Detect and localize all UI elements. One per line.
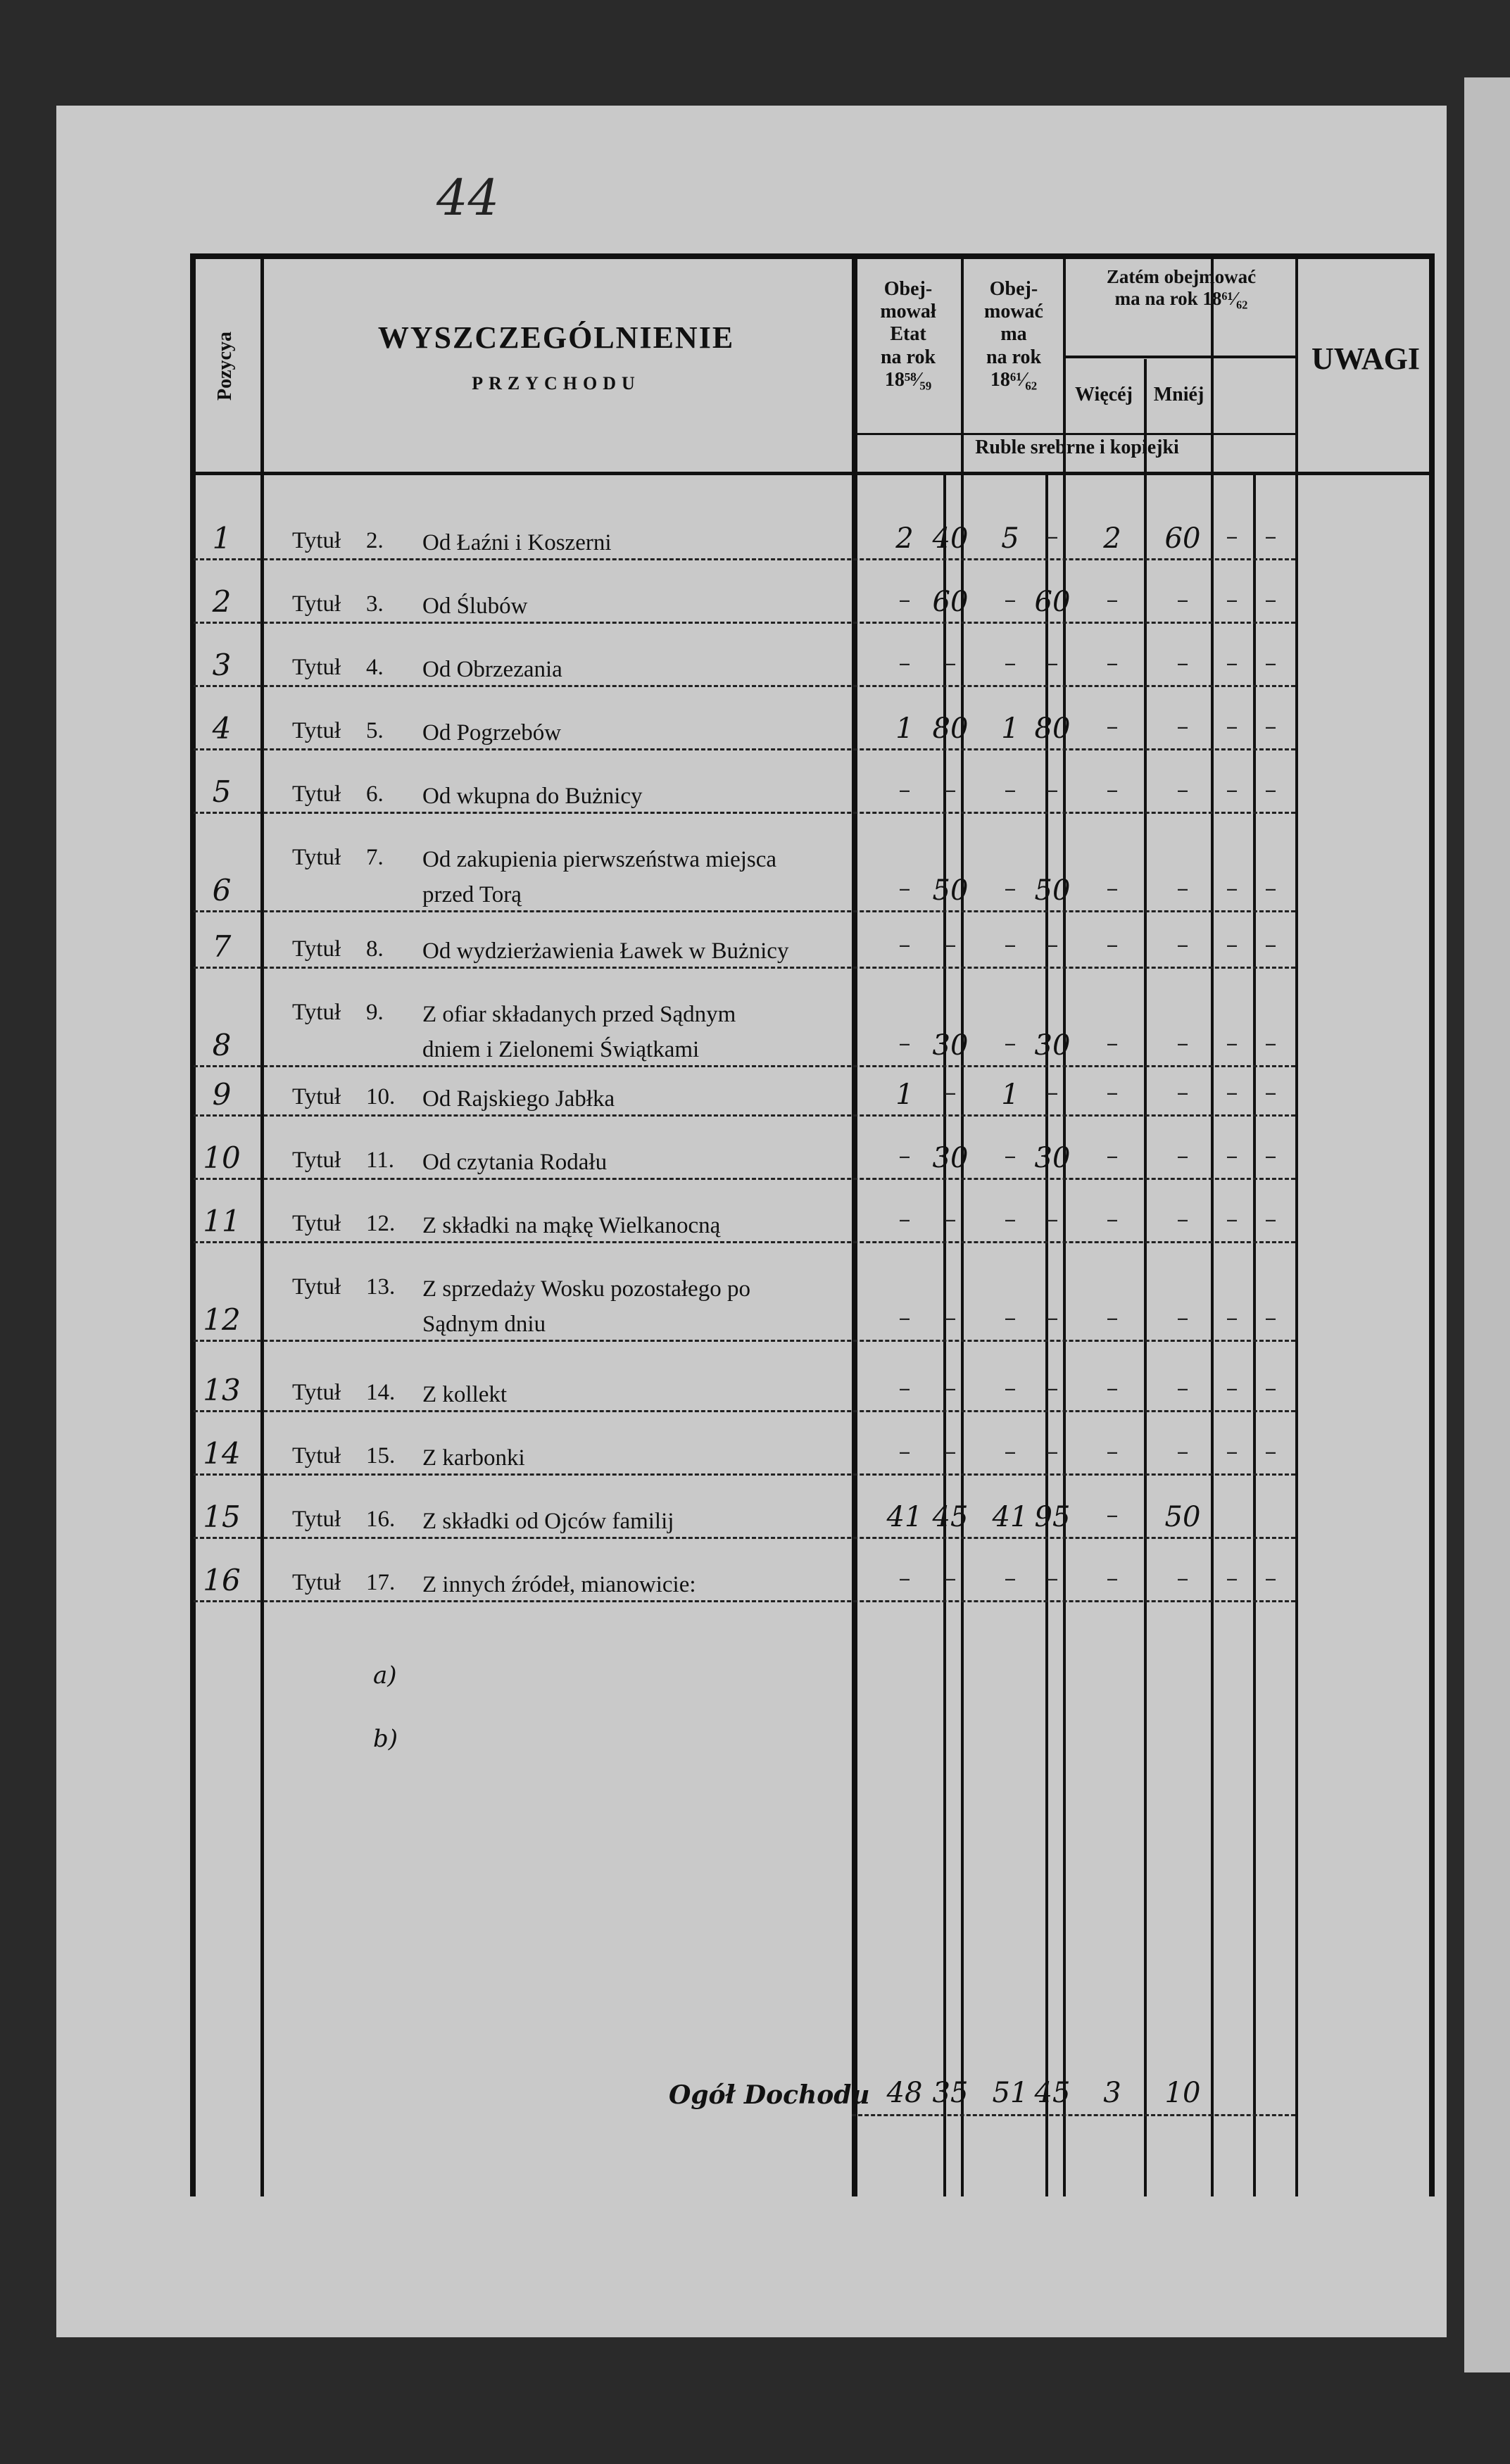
subitem-b: b) <box>373 1725 398 1753</box>
row-description-line: Od Rajskiego Jabłka <box>422 1086 615 1112</box>
row-value-cell: – <box>1046 776 1059 804</box>
row-description-line: Od Obrzezania <box>422 657 562 682</box>
row-position-number: 7 <box>212 929 232 964</box>
pozycya-label: Pozycya <box>213 332 236 401</box>
row-value-cell: – <box>1004 931 1017 959</box>
row-tytul-label: Tytuł <box>292 1211 341 1236</box>
row-description-line: Z karbonki <box>422 1445 525 1471</box>
row-description-line: Sądnym dniu <box>422 1312 546 1337</box>
row-value-cell: 1 <box>895 712 914 745</box>
row-value-cell: – <box>1106 1205 1119 1233</box>
row-value-cell: 1 <box>1001 1079 1019 1111</box>
row-value-cell: – <box>1106 1142 1119 1170</box>
row-value-cell: – <box>1226 1205 1238 1233</box>
row-tytul-number: 10. <box>366 1084 396 1110</box>
col-zatem-line2: ma na rok 18⁶¹⁄₆₂ <box>1114 288 1248 310</box>
header-bottom-line <box>190 472 1435 475</box>
row-dotted-line <box>194 1239 1295 1243</box>
row-value-cell: – <box>1176 776 1189 804</box>
row-tytul-number: 9. <box>366 1000 384 1025</box>
row-tytul-label: Tytuł <box>292 1507 341 1532</box>
row-position-number: 3 <box>212 648 232 682</box>
row-value-cell: – <box>1264 649 1277 677</box>
row-value-cell: – <box>1176 1304 1189 1332</box>
total-value-cell: 35 <box>932 2077 969 2109</box>
row-value-cell: – <box>1226 586 1238 614</box>
col-line-4 <box>1253 472 1256 2196</box>
row-value-cell: – <box>1226 874 1238 903</box>
row-value-cell: – <box>1004 1142 1017 1170</box>
col-etat-line-2: mował <box>880 301 936 323</box>
row-value-cell: – <box>898 1205 911 1233</box>
row-value-cell: – <box>1046 1438 1059 1466</box>
row-value-cell: – <box>1176 649 1189 677</box>
col-etat-line-1: Obej- <box>883 278 933 300</box>
row-value-cell: – <box>1106 874 1119 903</box>
row-description-line: Z innych źródeł, mianowicie: <box>422 1572 696 1597</box>
row-value-cell: – <box>1004 1205 1017 1233</box>
row-value-cell: 60 <box>1164 522 1201 555</box>
row-description-line: Od Pogrzebów <box>422 720 562 746</box>
row-value-cell: – <box>1226 1374 1238 1402</box>
row-position-number: 16 <box>203 1563 241 1597</box>
row-value-cell: – <box>1264 1304 1277 1332</box>
row-value-cell: – <box>1226 1438 1238 1466</box>
row-dotted-line <box>194 964 1295 969</box>
row-tytul-number: 7. <box>366 845 384 870</box>
row-value-cell: – <box>1176 1029 1189 1057</box>
row-position-number: 15 <box>203 1500 241 1534</box>
col3-split-line <box>1063 356 1295 358</box>
col-etat-line-3: Etat <box>890 323 926 346</box>
row-value-cell: – <box>898 1564 911 1592</box>
row-value-cell: – <box>1046 1079 1059 1107</box>
row-value-cell: 60 <box>932 586 969 618</box>
row-description-line: Z składki od Ojców familij <box>422 1509 674 1534</box>
wiecej-header: Więcéj <box>1075 384 1133 406</box>
row-tytul-number: 4. <box>366 655 384 680</box>
row-value-cell: – <box>898 649 911 677</box>
row-value-cell: 60 <box>1034 586 1071 618</box>
row-value-cell: – <box>1106 1564 1119 1592</box>
col-etat-line-4: na rok <box>880 346 936 368</box>
row-tytul-label: Tytuł <box>292 1084 341 1110</box>
row-description-line: Od zakupienia pierwszeństwa miejsca <box>422 847 777 872</box>
row-value-cell: – <box>1176 874 1189 903</box>
row-dotted-line <box>194 1176 1295 1180</box>
row-tytul-label: Tytuł <box>292 1274 341 1300</box>
row-value-cell: – <box>1176 1142 1189 1170</box>
row-value-cell: – <box>1176 586 1189 614</box>
row-value-cell: – <box>944 1205 957 1233</box>
adjacent-page-edge <box>1464 77 1510 2372</box>
row-value-cell: – <box>1176 1374 1189 1402</box>
row-position-number: 6 <box>212 873 232 907</box>
row-value-cell: – <box>1176 1205 1189 1233</box>
row-tytul-label: Tytuł <box>292 1443 341 1469</box>
row-position-number: 10 <box>203 1140 241 1175</box>
row-value-cell: 80 <box>932 712 969 745</box>
row-tytul-label: Tytuł <box>292 1000 341 1025</box>
row-position-number: 2 <box>212 584 232 619</box>
row-description-line: dniem i Zielonemi Świątkami <box>422 1037 700 1062</box>
col-zatem-header <box>1069 266 1294 310</box>
row-position-number: 11 <box>203 1204 241 1238</box>
row-value-cell: – <box>1106 1079 1119 1107</box>
frame-left-line <box>190 253 196 2196</box>
row-value-cell: – <box>1264 1029 1277 1057</box>
row-description-line: Od wydzierżawienia Ławek w Bużnicy <box>422 938 789 964</box>
row-value-cell: – <box>1226 522 1238 551</box>
col-etat-line-5: 18⁵⁸⁄₅₉ <box>884 368 932 391</box>
row-position-number: 1 <box>212 521 232 555</box>
row-value-cell: – <box>1106 776 1119 804</box>
row-value-cell: – <box>1106 931 1119 959</box>
row-tytul-label: Tytuł <box>292 781 341 807</box>
section-title: WYSZCZEGÓLNIENIE <box>377 320 735 355</box>
row-position-number: 5 <box>212 774 232 809</box>
row-description-line: Od Ślubów <box>422 593 528 619</box>
row-value-cell: 30 <box>932 1142 969 1174</box>
row-value-cell: – <box>1106 649 1119 677</box>
row-value-cell: – <box>1106 712 1119 741</box>
row-value-cell: 50 <box>1164 1501 1201 1533</box>
row-value-cell: 30 <box>1034 1029 1071 1062</box>
row-position-number: 8 <box>212 1028 232 1062</box>
row-value-cell: – <box>1176 1079 1189 1107</box>
total-value-cell: 3 <box>1103 2077 1121 2109</box>
row-value-cell: – <box>1226 1564 1238 1592</box>
col-line-2b <box>1063 253 1066 2196</box>
row-value-cell: – <box>944 1564 957 1592</box>
row-tytul-number: 6. <box>366 781 384 807</box>
row-dotted-line <box>194 1535 1295 1539</box>
col-line-3a <box>1144 359 1147 2196</box>
row-value-cell: – <box>1106 1438 1119 1466</box>
row-value-cell: – <box>1226 776 1238 804</box>
row-value-cell: 2 <box>895 522 914 555</box>
row-tytul-label: Tytuł <box>292 718 341 743</box>
frame-top-line <box>190 253 1435 259</box>
row-value-cell: – <box>1046 1205 1059 1233</box>
row-description-line: Z sprzedaży Wosku pozostałego po <box>422 1276 750 1302</box>
row-value-cell: – <box>1264 931 1277 959</box>
total-dotted-line <box>852 2112 1295 2116</box>
row-value-cell: – <box>898 1438 911 1466</box>
row-dotted-line <box>194 556 1295 560</box>
row-position-number: 12 <box>203 1302 241 1337</box>
row-value-cell: 80 <box>1034 712 1071 745</box>
row-value-cell: – <box>1264 586 1277 614</box>
col-obejmowac-line-2: mować <box>984 301 1043 323</box>
row-value-cell: 1 <box>1001 712 1019 745</box>
row-value-cell: – <box>1046 1304 1059 1332</box>
row-value-cell: – <box>898 586 911 614</box>
row-value-cell: – <box>944 1374 957 1402</box>
row-value-cell: – <box>1004 1438 1017 1466</box>
row-dotted-line <box>194 746 1295 750</box>
row-value-cell: – <box>1226 1079 1238 1107</box>
row-description-line: Od wkupna do Bużnicy <box>422 784 643 809</box>
row-value-cell: – <box>944 1438 957 1466</box>
row-position-number: 4 <box>212 711 232 746</box>
col-line-3b <box>1211 253 1214 2196</box>
uwagi-header: UWAGI <box>1311 341 1421 376</box>
row-value-cell: – <box>1004 1304 1017 1332</box>
row-value-cell: – <box>1264 1079 1277 1107</box>
row-value-cell: 1 <box>895 1079 914 1111</box>
row-value-cell: – <box>1226 649 1238 677</box>
row-dotted-line <box>194 1471 1295 1476</box>
page-number: 44 <box>436 169 500 227</box>
row-value-cell: – <box>1264 712 1277 741</box>
row-value-cell: – <box>1226 931 1238 959</box>
row-value-cell: – <box>1226 1142 1238 1170</box>
row-tytul-label: Tytuł <box>292 1570 341 1595</box>
row-value-cell: – <box>944 1304 957 1332</box>
row-value-cell: – <box>1106 586 1119 614</box>
row-value-cell: – <box>1106 1501 1119 1529</box>
row-value-cell: – <box>1004 1374 1017 1402</box>
row-value-cell: – <box>1004 776 1017 804</box>
row-tytul-label: Tytuł <box>292 1148 341 1173</box>
row-value-cell: – <box>898 1374 911 1402</box>
row-value-cell: – <box>1046 1564 1059 1592</box>
row-dotted-line <box>194 683 1295 687</box>
row-dotted-line <box>194 810 1295 814</box>
row-value-cell: – <box>1106 1374 1119 1402</box>
row-value-cell: – <box>944 649 957 677</box>
row-value-cell: – <box>1264 1374 1277 1402</box>
row-value-cell: – <box>1046 931 1059 959</box>
col-obejmowac-line-3: ma <box>1000 323 1027 346</box>
row-tytul-number: 14. <box>366 1380 396 1405</box>
row-value-cell: – <box>944 1079 957 1107</box>
row-value-cell: – <box>898 776 911 804</box>
row-value-cell: – <box>1226 1304 1238 1332</box>
row-value-cell: 41 <box>992 1501 1028 1533</box>
col-etat-header <box>859 278 957 391</box>
total-value-cell: 10 <box>1164 2077 1201 2109</box>
row-value-cell: – <box>944 931 957 959</box>
row-value-cell: – <box>1176 1438 1189 1466</box>
row-value-cell: – <box>944 776 957 804</box>
row-tytul-number: 8. <box>366 936 384 962</box>
row-value-cell: – <box>1046 1374 1059 1402</box>
row-value-cell: 30 <box>1034 1142 1071 1174</box>
col-obejmowac-header <box>964 278 1063 391</box>
row-value-cell: – <box>1264 874 1277 903</box>
col-obejmowac-line-4: na rok <box>986 346 1042 368</box>
row-position-number: 9 <box>212 1077 232 1112</box>
row-description-line: Z składki na mąkę Wielkanocną <box>422 1213 721 1238</box>
row-value-cell: – <box>1264 1564 1277 1592</box>
ledger-page <box>56 106 1447 2337</box>
frame-right-line <box>1429 253 1435 2196</box>
row-value-cell: – <box>898 1029 911 1057</box>
row-tytul-number: 5. <box>366 718 384 743</box>
row-value-cell: – <box>1004 586 1017 614</box>
row-dotted-line <box>194 620 1295 624</box>
col-line-desc <box>852 253 857 2196</box>
subitem-a: a) <box>373 1661 397 1690</box>
row-tytul-label: Tytuł <box>292 1380 341 1405</box>
total-label: Ogół Dochodu <box>669 2080 870 2110</box>
row-dotted-line <box>194 908 1295 912</box>
row-value-cell: – <box>1176 1564 1189 1592</box>
row-tytul-number: 3. <box>366 591 384 617</box>
row-value-cell: – <box>1004 1029 1017 1057</box>
row-description-line: Z ofiar składanych przed Sądnym <box>422 1002 736 1027</box>
units-header: Ruble srebrne i kopiejki <box>975 436 1179 458</box>
row-value-cell: – <box>1264 522 1277 551</box>
row-value-cell: – <box>1106 1029 1119 1057</box>
row-value-cell: 50 <box>932 874 969 907</box>
row-dotted-line <box>194 1338 1295 1342</box>
row-tytul-label: Tytuł <box>292 936 341 962</box>
row-tytul-number: 13. <box>366 1274 396 1300</box>
row-tytul-number: 11. <box>366 1148 395 1173</box>
row-value-cell: – <box>1106 1304 1119 1332</box>
col-zatem-line1: Zatém obejmować <box>1106 266 1257 287</box>
mniej-header: Mniéj <box>1153 384 1204 406</box>
row-dotted-line <box>194 1112 1295 1117</box>
col-line-pozycya <box>260 253 264 2196</box>
row-value-cell: 30 <box>932 1029 969 1062</box>
row-value-cell: – <box>1004 649 1017 677</box>
row-description-line: Z kollekt <box>422 1382 508 1407</box>
row-tytul-number: 2. <box>366 528 384 553</box>
row-value-cell: – <box>1264 776 1277 804</box>
row-dotted-line <box>194 1598 1295 1602</box>
row-dotted-line <box>194 1408 1295 1412</box>
row-tytul-label: Tytuł <box>292 591 341 617</box>
row-tytul-number: 15. <box>366 1443 396 1469</box>
row-value-cell: – <box>898 931 911 959</box>
row-value-cell: – <box>1004 874 1017 903</box>
section-subtitle: PRZYCHODU <box>472 373 641 394</box>
row-value-cell: 50 <box>1034 874 1071 907</box>
row-value-cell: – <box>1004 1564 1017 1592</box>
row-dotted-line <box>194 1063 1295 1067</box>
row-tytul-number: 17. <box>366 1570 396 1595</box>
col-obejmowac-line-5: 18⁶¹⁄₆₂ <box>990 368 1038 391</box>
col-line-uwagi <box>1295 253 1298 2196</box>
row-value-cell: – <box>898 1142 911 1170</box>
row-value-cell: 41 <box>886 1501 923 1533</box>
row-position-number: 13 <box>203 1373 241 1407</box>
row-value-cell: 5 <box>1001 522 1019 555</box>
row-value-cell: – <box>898 1304 911 1332</box>
row-position-number: 14 <box>203 1436 241 1471</box>
total-value-cell: 48 <box>886 2077 923 2109</box>
pozycya-header <box>194 268 257 465</box>
row-description-line: przed Torą <box>422 882 522 907</box>
row-tytul-label: Tytuł <box>292 655 341 680</box>
row-value-cell: – <box>1046 522 1059 551</box>
row-value-cell: 45 <box>932 1501 969 1533</box>
row-value-cell: – <box>1226 1029 1238 1057</box>
row-value-cell: 2 <box>1103 522 1121 555</box>
row-tytul-number: 16. <box>366 1507 396 1532</box>
row-value-cell: 95 <box>1034 1501 1071 1533</box>
row-value-cell: – <box>1226 712 1238 741</box>
row-description-line: Od Łaźni i Koszerni <box>422 530 612 555</box>
row-value-cell: – <box>1046 649 1059 677</box>
units-line <box>852 433 1295 435</box>
row-value-cell: – <box>898 874 911 903</box>
col-obejmowac-line-1: Obej- <box>989 278 1038 300</box>
row-value-cell: – <box>1264 1205 1277 1233</box>
total-value-cell: 51 <box>992 2077 1028 2109</box>
row-tytul-label: Tytuł <box>292 528 341 553</box>
row-value-cell: – <box>1264 1438 1277 1466</box>
row-value-cell: – <box>1176 712 1189 741</box>
row-value-cell: – <box>1264 1142 1277 1170</box>
row-value-cell: 40 <box>932 522 969 555</box>
total-value-cell: 45 <box>1034 2077 1071 2109</box>
row-value-cell: – <box>1176 931 1189 959</box>
row-tytul-number: 12. <box>366 1211 396 1236</box>
row-description-line: Od czytania Rodału <box>422 1150 608 1175</box>
row-tytul-label: Tytuł <box>292 845 341 870</box>
